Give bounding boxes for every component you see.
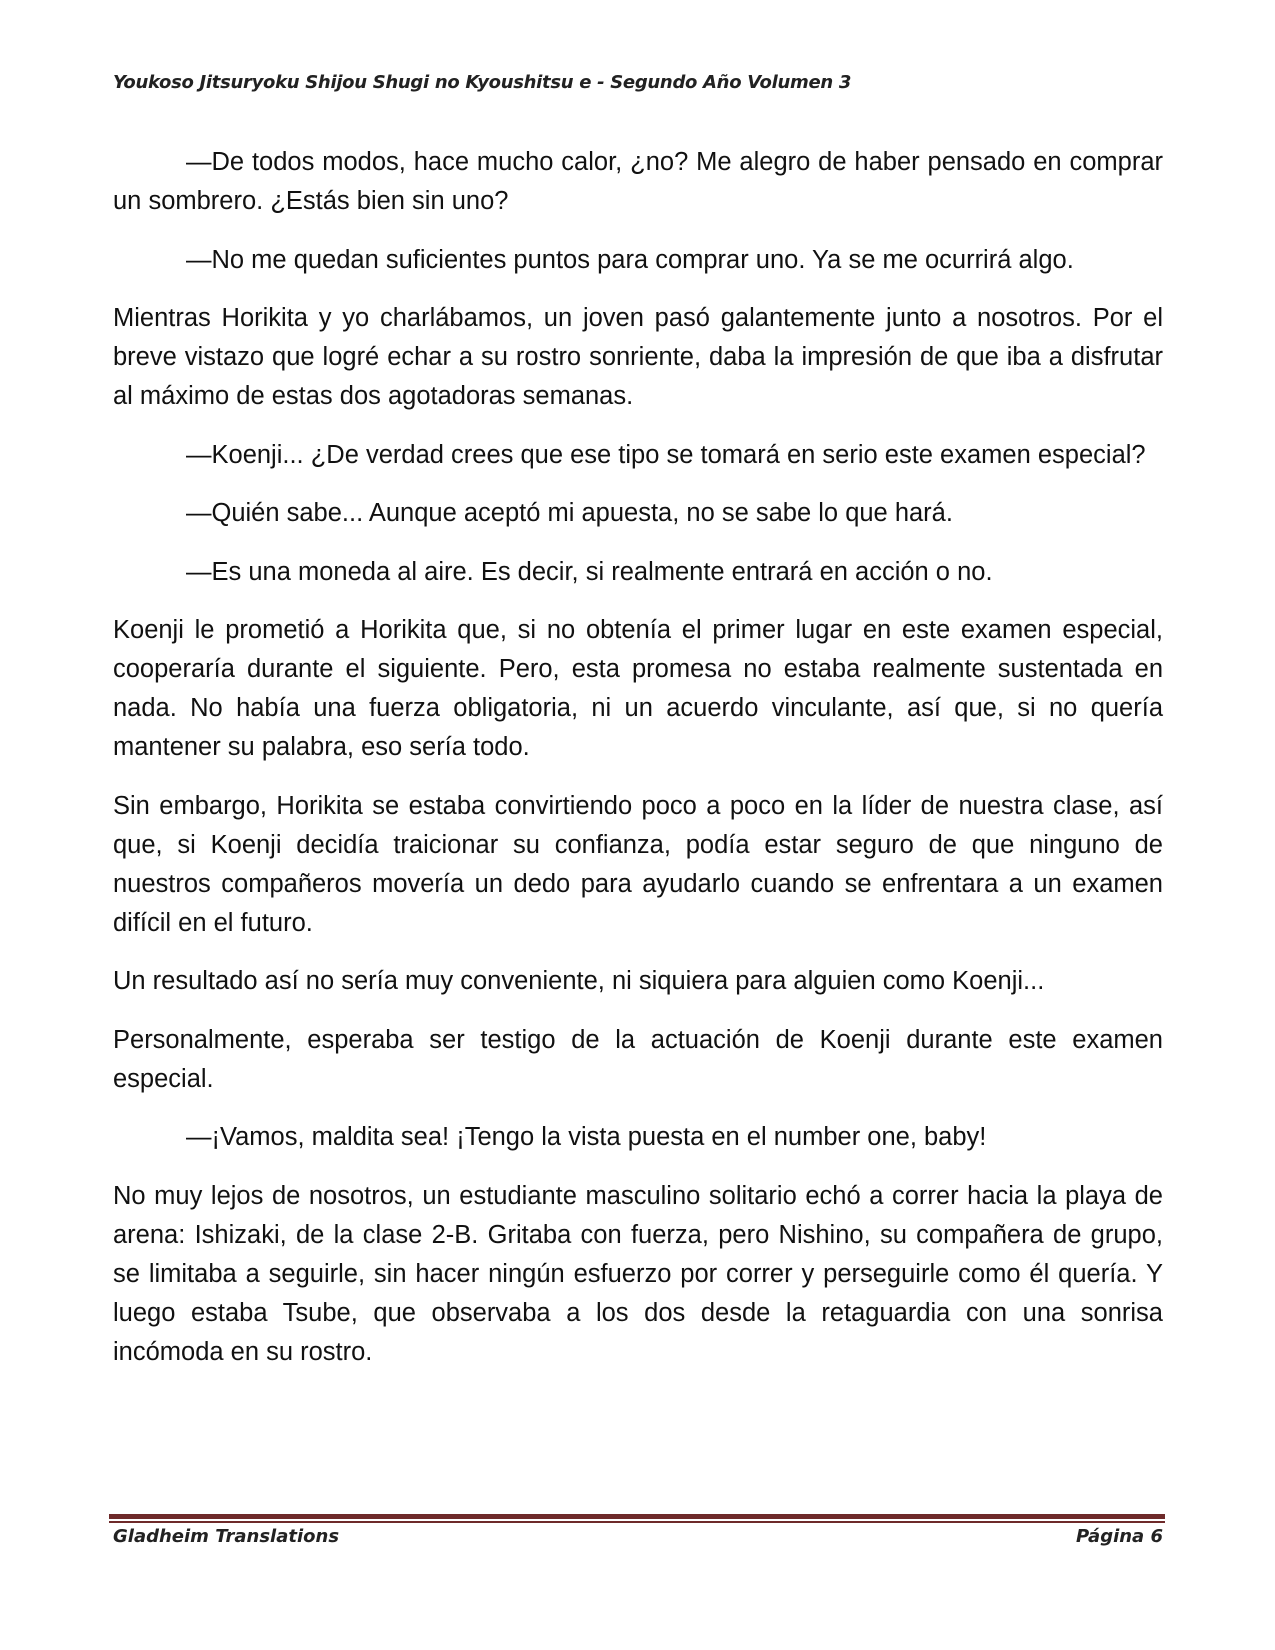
dialogue-paragraph: —Es una moneda al aire. Es decir, si realmente entrará en acción o no. — [186, 557, 993, 586]
footer-divider-thin — [109, 1521, 1165, 1523]
dialogue-paragraph: —No me quedan suficientes puntos para comprar uno. Ya se me ocurrirá algo. — [186, 245, 1074, 274]
narration-paragraph: Personalmente, esperaba ser testigo de la actuación de Koenji durante este examen especial. — [113, 1025, 1163, 1093]
narration-paragraph: Mientras Horikita y yo charlábamos, un joven pasó galantemente junto a nosotros. Por el breve vistazo que logré echar a su rostro sonriente, daba la impresión de que iba a disfrutar al máximo de estas dos agotadoras semanas. — [113, 304, 1163, 410]
footer-divider — [109, 1514, 1165, 1523]
page-number: Página 6 — [1076, 1526, 1163, 1547]
footer-divider-thick — [109, 1514, 1165, 1519]
dialogue-paragraph: —Quién sabe... Aunque aceptó mi apuesta, no se sabe lo que hará. — [186, 499, 953, 527]
running-header-title: Youkoso Jitsuryoku Shijou Shugi no Kyoushitsu e - Segundo Año Volumen 3 — [113, 72, 852, 93]
footer-credit: Gladheim Translations — [113, 1526, 340, 1547]
dialogue-paragraph: —¡Vamos, maldita sea! ¡Tengo la vista puesta en el number one, baby! — [186, 1123, 987, 1151]
narration-paragraph: Koenji le prometió a Horikita que, si no obtenía el primer lugar en este examen especial, cooperaría durante el siguiente. Pero, esta promesa no estaba realmente sustentada en nada. No había una fuerza obligatoria, ni un acuerdo vinculante, así que, si no quería mantener su palabra, eso sería todo. — [113, 616, 1163, 761]
narration-paragraph: Un resultado así no sería muy conveniente, ni siquiera para alguien como Koenji... — [113, 967, 1045, 995]
narration-paragraph: No muy lejos de nosotros, un estudiante masculino solitario echó a correr hacia la playa de arena: Ishizaki, de la clase 2-B. Gritaba con fuerza, pero Nishino, su compañera de grupo, se limitaba a seguirle, sin hacer ningún esfuerzo por correr y perseguirle como él quería. Y luego estaba Tsube, que observaba a los dos desde la retaguardia con una sonrisa incómoda en su rostro. — [113, 1181, 1163, 1366]
narration-paragraph: Sin embargo, Horikita se estaba convirtiendo poco a poco en la líder de nuestra clase, así que, si Koenji decidía traicionar su confianza, podía estar seguro de que ninguno de nuestros compañeros movería un dedo para ayudarlo cuando se enfrentara a un examen difícil en el futuro. — [113, 791, 1163, 937]
page-footer — [113, 1526, 1163, 1556]
page-body — [113, 143, 1163, 1391]
dialogue-paragraph: —De todos modos, hace mucho calor, ¿no? Me alegro de haber pensado en comprar un sombrero. ¿Estás bien sin uno? — [113, 148, 1163, 215]
dialogue-paragraph: —Koenji... ¿De verdad crees que ese tipo se tomará en serio este examen especial? — [186, 440, 1146, 469]
